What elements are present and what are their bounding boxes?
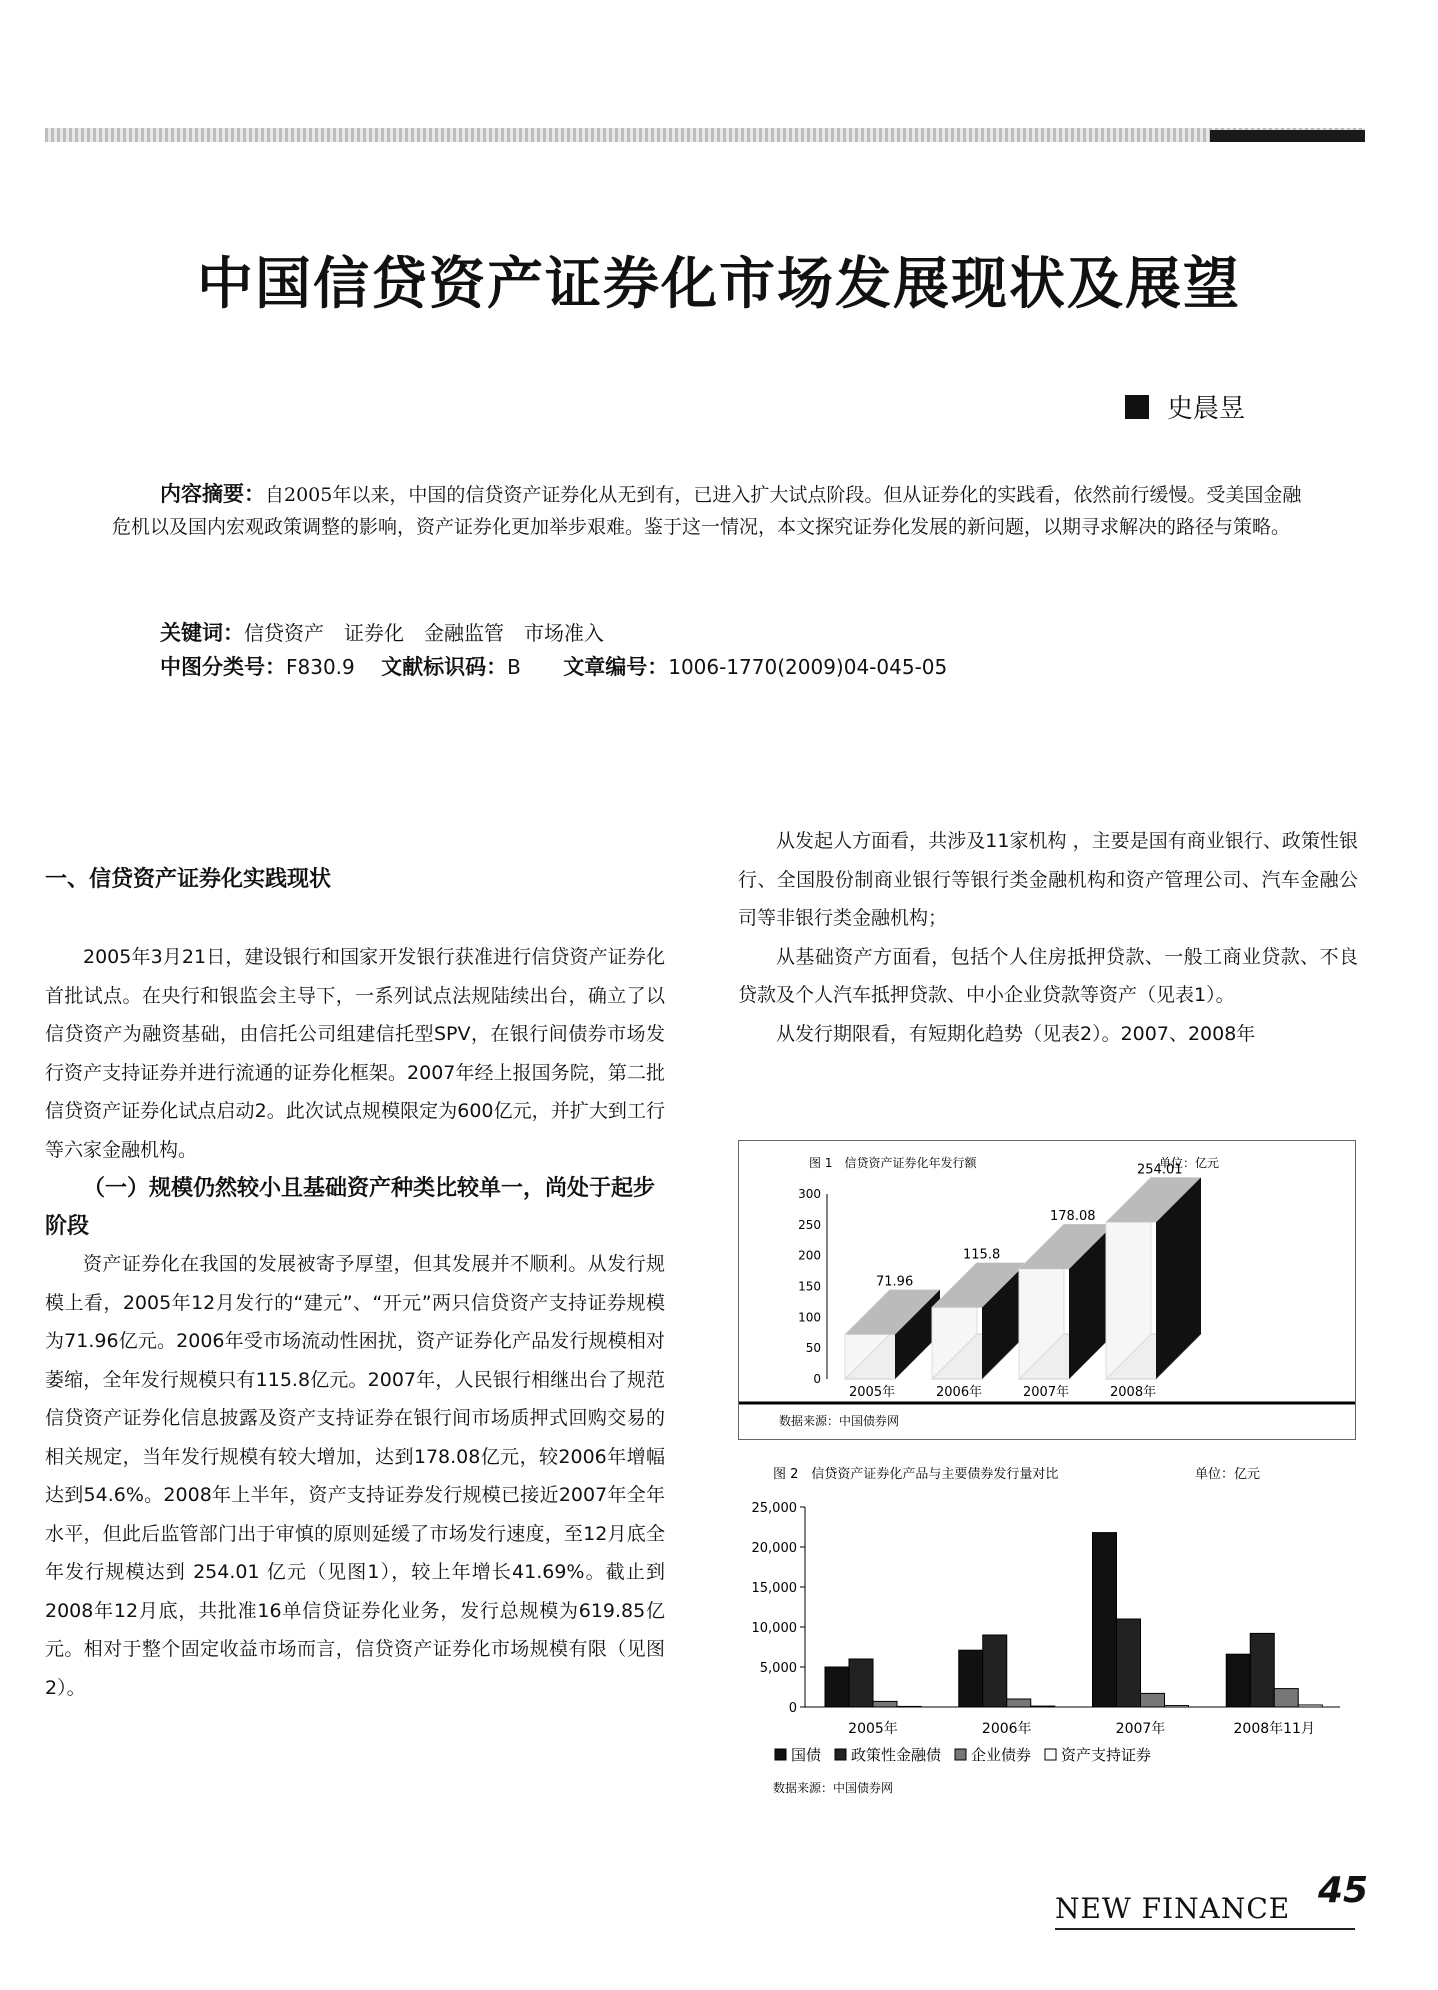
figure-2-bar (1274, 1689, 1298, 1707)
figure-1-y-tick: 250 (798, 1217, 821, 1232)
keywords-label: 关键词： (160, 621, 244, 645)
figure-1-value-label: 254.01 (1137, 1162, 1183, 1178)
figure-2-bar (959, 1650, 983, 1707)
figure-1-y-tick: 50 (805, 1341, 821, 1356)
figure-2-bar (1007, 1699, 1031, 1707)
figure-2-bar (849, 1659, 873, 1707)
figure-1-y-tick: 200 (798, 1248, 821, 1263)
left-paragraph: 资产证券化在我国的发展被寄予厚望，但其发展并不顺利。从发行规模上看，2005年12月发行的“建元”、“开元”两只信贷资产支持证券规模为71.96亿元。2006年受市场流动性困扰，资产证券化产品发行规模相对萎缩，全年发行规模只有115.8亿元。2007年，人民银行相继出台了规范信贷资产证券化信息披露及资产支持证券在银行间市场质押式回购交易的相关规定，当年发行规模有较大增加，达到178.08亿元，较2006年增幅达到54.6%。2008年上半年，资产支持证券发行规模已接近2007年全年水平，但此后监管部门出于审慎的原则延缓了市场发行速度，至12月底全年发行规模达到 254.01 亿元（见图1），较上年增长41.69%。截止到2008年12月底，共批准16单信贷证券化业务，发行总规模为619.85亿元。相对于整个固定收益市场而言，信贷资产证券化市场规模有限（见图2）。 (45, 1253, 665, 1699)
abstract-text: 自2005年以来，中国的信贷资产证券化从无到有，已进入扩大试点阶段。但从证券化的实践看，依然前行缓慢。受美国金融危机以及国内宏观政策调整的影响，资产证券化更加举步艰难。鉴于这一情况，本文探究证券化发展的新问题，以期寻求解决的路径与策略。 (112, 484, 1302, 538)
right-paragraph: 从发起人方面看，共涉及11家机构 ，主要是国有商业银行、政策性银行、全国股份制商业银行等银行类金融机构和资产管理公司、汽车金融公司等非银行类金融机构； (738, 830, 1358, 929)
figure-1-value-label: 178.08 (1050, 1209, 1096, 1225)
figure-1-x-tick: 2007年 (1023, 1385, 1070, 1400)
figure-1-source: 数据来源：中国债券网 (779, 1414, 900, 1428)
figure-2-x-tick: 2008年11月 (1233, 1721, 1315, 1737)
figure-2-legend-label: 国债 (791, 1746, 822, 1764)
figure-2-legend-label: 政策性金融债 (851, 1746, 942, 1764)
figure-2-x-tick: 2006年 (981, 1721, 1032, 1737)
figure-1-y-tick: 300 (798, 1187, 821, 1201)
figure-2-unit: 单位：亿元 (1195, 1467, 1261, 1482)
header-rule-accent (1210, 130, 1365, 142)
right-paragraph: 从发行期限看，有短期化趋势（见表2）。2007、2008年 (776, 1022, 1256, 1045)
figure-2-y-tick: 15,000 (751, 1581, 797, 1596)
figure-1-x-tick: 2008年 (1110, 1385, 1157, 1400)
figure-1-value-label: 115.8 (963, 1247, 1001, 1263)
figure-2-source: 数据来源：中国债券网 (773, 1781, 894, 1795)
figure-1-x-tick: 2005年 (849, 1385, 896, 1400)
article-title: 中国信贷资产证券化市场发展现状及展望 (197, 252, 1241, 317)
figure-1-y-tick: 0 (813, 1372, 821, 1386)
figure-1-x-tick: 2006年 (936, 1385, 983, 1400)
classification-line (160, 651, 947, 681)
figure-1 (738, 1140, 1356, 1440)
left-column (45, 938, 665, 1707)
footer-rule (1055, 1928, 1355, 1930)
right-paragraph: 从基础资产方面看，包括个人住房抵押贷款、一般工商业贷款、不良贷款及个人汽车抵押贷款、中小企业贷款等资产（见表1）。 (738, 945, 1358, 1006)
abstract-label: 内容摘要： (160, 482, 265, 506)
doc-code-label: 文献标识码： (381, 655, 508, 679)
figure-2-bar (1141, 1693, 1165, 1707)
section-heading: 一、信贷资产证券化实践现状 (45, 866, 332, 892)
author-name: 史晨昱 (1167, 394, 1246, 424)
figure-2-y-tick: 10,000 (751, 1621, 797, 1636)
figure-2-legend-label: 资产支持证券 (1061, 1746, 1152, 1764)
figure-2-bar (1031, 1706, 1055, 1707)
figure-2-bar (1226, 1654, 1250, 1707)
figure-2-chart (735, 1462, 1360, 1827)
figure-1-chart (739, 1141, 1355, 1439)
keywords-text: 信贷资产 证券化 金融监管 市场准入 (244, 621, 604, 645)
figure-2-bar (873, 1701, 897, 1707)
figure-2-bar (1298, 1705, 1322, 1707)
figure-2-y-tick: 0 (788, 1701, 797, 1716)
figure-1-value-label: 71.96 (876, 1274, 914, 1290)
figure-2-x-tick: 2005年 (848, 1721, 898, 1737)
subheading: （一）规模仍然较小且基础资产种类比较单一，尚处于起步阶段 (45, 1175, 656, 1239)
figure-2-y-tick: 20,000 (751, 1541, 797, 1556)
figure-2-legend-label: 企业债券 (971, 1746, 1032, 1764)
figure-2-legend-swatch (955, 1749, 966, 1760)
article-number-value: 1006-1770(2009)04-045-05 (668, 655, 948, 679)
journal-name: NEW FINANCE (1055, 1892, 1291, 1925)
figure-2-bar (1093, 1533, 1117, 1707)
keywords-line (160, 617, 604, 647)
clc-value: F830.9 (286, 655, 355, 679)
figure-2-bar (1165, 1706, 1189, 1707)
figure-2-bar (983, 1635, 1007, 1707)
right-column (738, 822, 1358, 1053)
doc-code-value: B (507, 655, 521, 679)
left-paragraph: 2005年3月21日，建设银行和国家开发银行获准进行信贷资产证券化首批试点。在央行和银监会主导下，一系列试点法规陆续出台，确立了以信贷资产为融资基础，由信托公司组建信托型SPV，在银行间债券市场发行资产支持证券并进行流通的证券化框架。2007年经上报国务院，第二批信贷资产证券化试点启动2。此次试点规模限定为600亿元，并扩大到工行等六家金融机构。 (45, 946, 665, 1161)
header-rule (45, 128, 1365, 142)
page-number: 45 (1318, 1870, 1369, 1911)
figure-1-y-tick: 100 (798, 1310, 821, 1325)
figure-2-bar (897, 1706, 921, 1707)
figure-2-bar (825, 1667, 849, 1707)
figure-2-bar (1117, 1619, 1141, 1707)
figure-1-title: 图 1 信贷资产证券化年发行额 (809, 1156, 977, 1170)
figure-1-unit: 单位：亿元 (1159, 1156, 1220, 1170)
figure-2 (735, 1462, 1360, 1827)
figure-2-x-tick: 2007年 (1115, 1721, 1166, 1737)
article-number-label: 文章编号： (563, 655, 669, 679)
figure-2-bar (1250, 1633, 1274, 1707)
figure-2-legend-swatch (1045, 1749, 1056, 1760)
clc-label: 中图分类号： (160, 655, 286, 679)
figure-2-legend-swatch (775, 1749, 786, 1760)
figure-2-y-tick: 5,000 (759, 1661, 797, 1676)
figure-2-y-tick: 25,000 (751, 1501, 797, 1516)
author-line (1125, 388, 1245, 425)
figure-2-legend-swatch (835, 1749, 846, 1760)
author-marker-icon (1125, 395, 1149, 419)
abstract (112, 478, 1312, 543)
figure-1-y-tick: 150 (798, 1279, 821, 1294)
figure-2-title: 图 2 信贷资产证券化产品与主要债券发行量对比 (773, 1467, 1059, 1482)
